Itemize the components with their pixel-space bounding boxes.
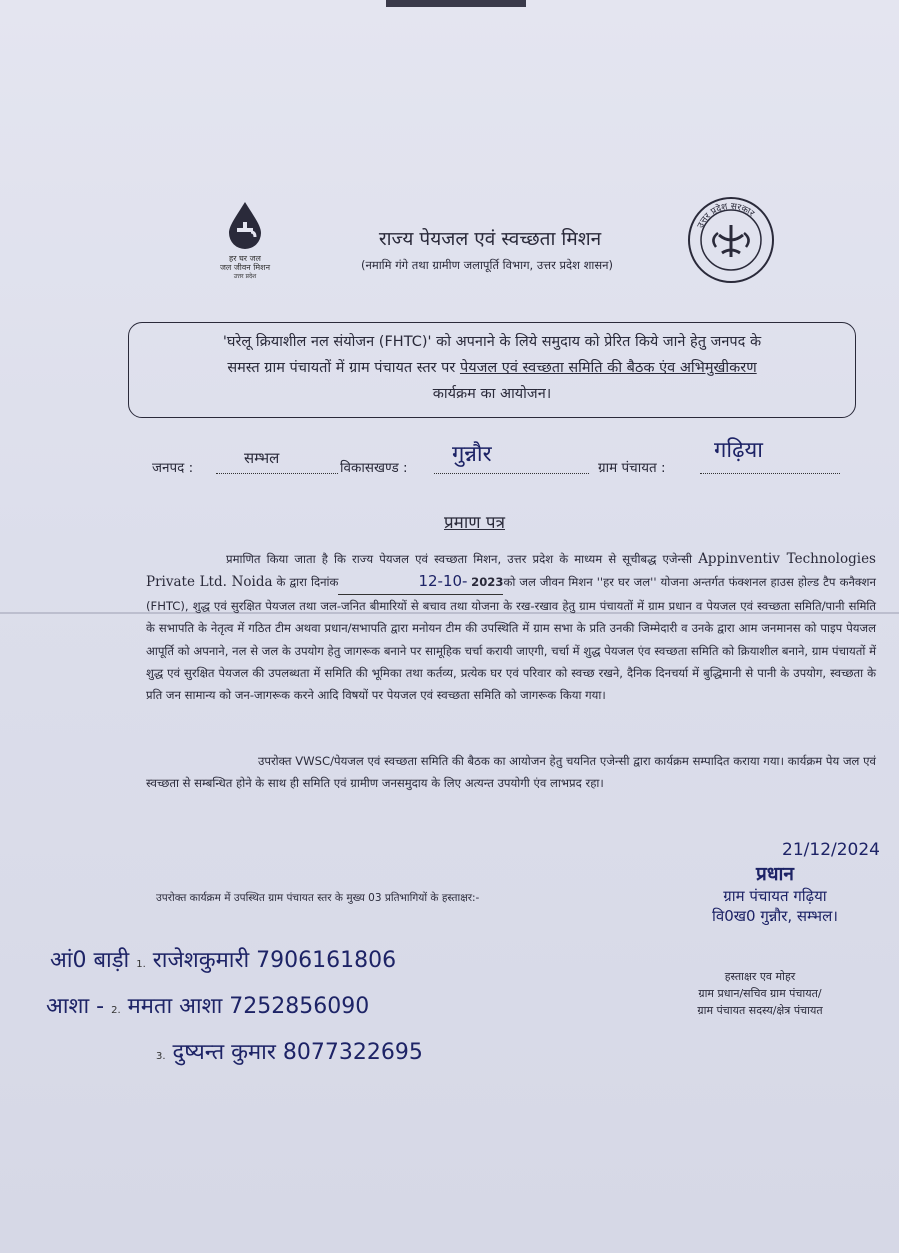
certificate-paragraph-2: उपरोक्त VWSC/पेयजल एवं स्वच्छता समिति की बैठक का आयोजन हेतु चयनित एजेन्सी द्वारा कार्यक्रम सम्पादित कराया गया। कार्यक्रम पेय जल एवं स्वच्छता से सम्बन्धित होने के साथ ही समिति एवं ग्रामीण जनसमुदाय के लिए अत्यन्त उपयोगी एंव लाभप्रद रहा। <box>146 754 876 791</box>
seal-text: उत्तर प्रदेश सरकार <box>695 201 756 230</box>
signature-date: 21/12/2024 <box>782 840 880 860</box>
mission-title: राज्य पेयजल एवं स्वच्छता मिशन <box>378 228 602 250</box>
program-line-2-underlined: पेयजल एवं स्वच्छता समिति की बैठक एंव अभिमुखीकरण <box>459 360 757 376</box>
program-line-2 <box>143 355 841 381</box>
participant-2-prefix: आशा - <box>46 994 105 1019</box>
participant-1-number: 1. <box>136 959 146 970</box>
participant-row-1 <box>50 944 396 974</box>
participant-1-entry: राजेशकुमारी 7906161806 <box>152 948 397 973</box>
program-title-box <box>128 322 856 418</box>
participant-row-2 <box>46 990 369 1020</box>
stamp-line-block: वि0ख0 गुन्नौर, सम्भल। <box>712 907 838 925</box>
program-line-1: 'घरेलू क्रियाशील नल संयोजन (FHTC)' को अपनाने के लिये समुदाय को प्रेरित किये जाने हेतु जनपद के <box>222 334 762 350</box>
agency-name: Appinventiv Technologies Private Ltd. Noida <box>146 551 876 591</box>
p1-rest: को जल जीवन मिशन ''हर घर जल'' योजना अन्तर्गत फंक्शनल हाउस होल्ड टैप कनैक्शन (FHTC), शुद्ध एवं सुरक्षित पेयजल तथा जल-जनित बीमारियों से बचाव तथा योजना के रख-रखाव हेतु ग्राम पंचायतों में ग्राम प्रधान व पेयजल एवं स्वच्छता समिति/पानी समिति के सभापति के नेतृत्व में गठित टीम अथवा प्रधान/सभापति द्वारा मनोयन टीम की उपस्थिति में ग्राम सभा के प्रति उनकी जिम्मेदारी व उनके द्वारा आम जनमानस को पाइप पेयजल आपूर्ति को अपनाने, नल से जल के उपयोग हेतु जागरूक बनाने पर सामूहिक चर्चा करायी जाएगी, चर्चा में शुद्ध पेयजल एंव स्वच्छता समिति को क्रियाशील बनाने, ग्राम पंचायतों में शुद्ध एवं सुरक्षित पेयजल की उपलब्धता में समिति की भूमिका तथा कर्तव्य, प्रत्येक घर एवं परिवार को स्वच्छ रखने, दैनिक दिनचर्या में बुद्धिमानी से पानी के उपयोग, स्वच्छता के प्रति जन सामान्य को जन-जागरूक करने आदि विषयों पर पेयजल एवं स्वच्छता समिति को जागरूक किया गया। <box>146 575 876 703</box>
participant-3-number: 3. <box>156 1051 166 1062</box>
p1-start: प्रमाणित किया जाता है कि राज्य पेयजल एवं स्वच्छता मिशन, उत्तर प्रदेश के माध्यम से सूचीबद्ध एजेन्सी <box>226 552 699 566</box>
scan-edge-mark <box>386 0 526 7</box>
participants-note: उपरोक्त कार्यक्रम में उपस्थित ग्राम पंचायत स्तर के मुख्य 03 प्रतिभागियों के हस्ताक्षर:- <box>156 892 480 904</box>
block-label: विकासखण्ड : <box>340 460 408 476</box>
district-value: सम्भल <box>244 449 280 467</box>
har-ghar-jal-logo <box>210 200 280 290</box>
program-date <box>338 570 503 594</box>
caption-line-2: ग्राम प्रधान/सचिव ग्राम पंचायत/ <box>698 987 822 1000</box>
participant-2-number: 2. <box>111 1005 121 1016</box>
program-date-year: 2023 <box>471 575 504 590</box>
signature-caption <box>650 968 870 1019</box>
participant-3-entry: दुष्यन्त कुमार 8077322695 <box>172 1040 423 1065</box>
logo-caption-2: जल जीवन मिशन <box>219 263 271 272</box>
pradhan-signature-block <box>660 840 890 926</box>
panchayat-label: ग्राम पंचायत : <box>598 460 666 476</box>
stamp-line-panchayat: ग्राम पंचायत गढ़िया <box>723 887 827 905</box>
location-fields <box>152 438 852 478</box>
water-drop-icon <box>223 200 267 250</box>
mission-subtitle: (नमामि गंगे तथा ग्रामीण जलापूर्ति विभाग, उत्तर प्रदेश शासन) <box>360 258 614 272</box>
up-government-seal-icon <box>686 195 776 285</box>
program-line-2-plain: समस्त ग्राम पंचायतों में ग्राम पंचायत स्तर पर <box>227 360 460 376</box>
district-label: जनपद : <box>152 460 194 476</box>
stamp-line-pradhan: प्रधान <box>756 863 794 885</box>
p1-date-prefix: के द्वारा दिनांक <box>272 575 339 590</box>
participant-1-prefix: आं0 बाड़ी <box>50 948 130 973</box>
participant-2-entry: ममता आशा 7252856090 <box>127 994 370 1019</box>
logo-caption-3: उत्तर प्रदेश <box>233 273 257 280</box>
certificate-paragraph-1 <box>146 548 876 707</box>
caption-line-1: हस्ताक्षर एव मोहर <box>724 970 796 983</box>
program-date-handwritten: 12-10- <box>418 572 468 591</box>
caption-line-3: ग्राम पंचायत सदस्य/क्षेत्र पंचायत <box>697 1004 823 1017</box>
participant-row-3 <box>156 1036 423 1066</box>
certificate-heading: प्रमाण पत्र <box>444 513 505 533</box>
block-value: गुन्नौर <box>452 442 492 467</box>
logo-caption-1: हर घर जल <box>229 254 261 263</box>
program-line-3: कार्यक्रम का आयोजन। <box>432 386 552 402</box>
panchayat-value: गढ़िया <box>714 438 763 463</box>
